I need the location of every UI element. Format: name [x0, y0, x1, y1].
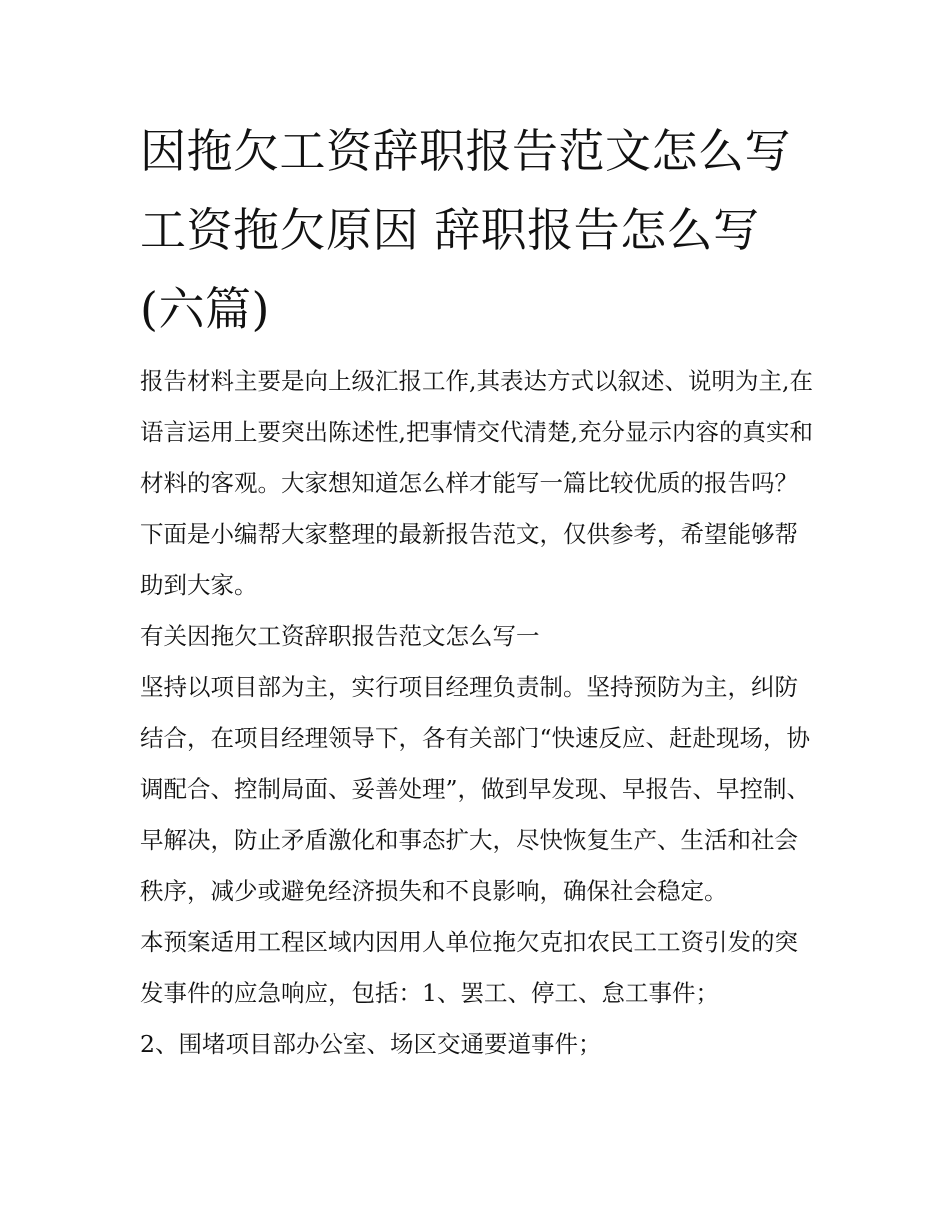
- body-paragraph: 本预案适用工程区域内因用人单位拖欠克扣农民工工资引发的突发事件的应急响应，包括：1、罢工、停工、怠工事件；: [140, 928, 798, 1007]
- intro-paragraph: 报告材料主要是向上级汇报工作,其表达方式以叙述、说明为主,在语言运用上要突出陈述性,把事情交代清楚,充分显示内容的真实和材料的客观。大家想知道怎么样才能写一篇比较优质的报告吗？下面是小编帮大家整理的最新报告范文，仅供参考，希望能够帮助到大家。: [140, 367, 813, 599]
- section-heading: 有关因拖欠工资辞职报告范文怎么写一: [140, 622, 540, 650]
- body-paragraph: 2、围堵项目部办公室、场区交通要道事件；: [140, 1030, 602, 1058]
- document-title: 因拖欠工资辞职报告范文怎么写 工资拖欠原因 辞职报告怎么写(六篇): [140, 124, 791, 336]
- body-paragraph: 坚持以项目部为主，实行项目经理负责制。坚持预防为主，纠防结合，在项目经理领导下，各有关部门“快速反应、赶赴现场，协调配合、控制局面、妥善处理”，做到早发现、早报告、早控制、早解决，防止矛盾激化和事态扩大，尽快恢复生产、生活和社会秩序，减少或避免经济损失和不良影响，确保社会稳定。: [140, 673, 811, 905]
- document-body: [140, 356, 820, 1070]
